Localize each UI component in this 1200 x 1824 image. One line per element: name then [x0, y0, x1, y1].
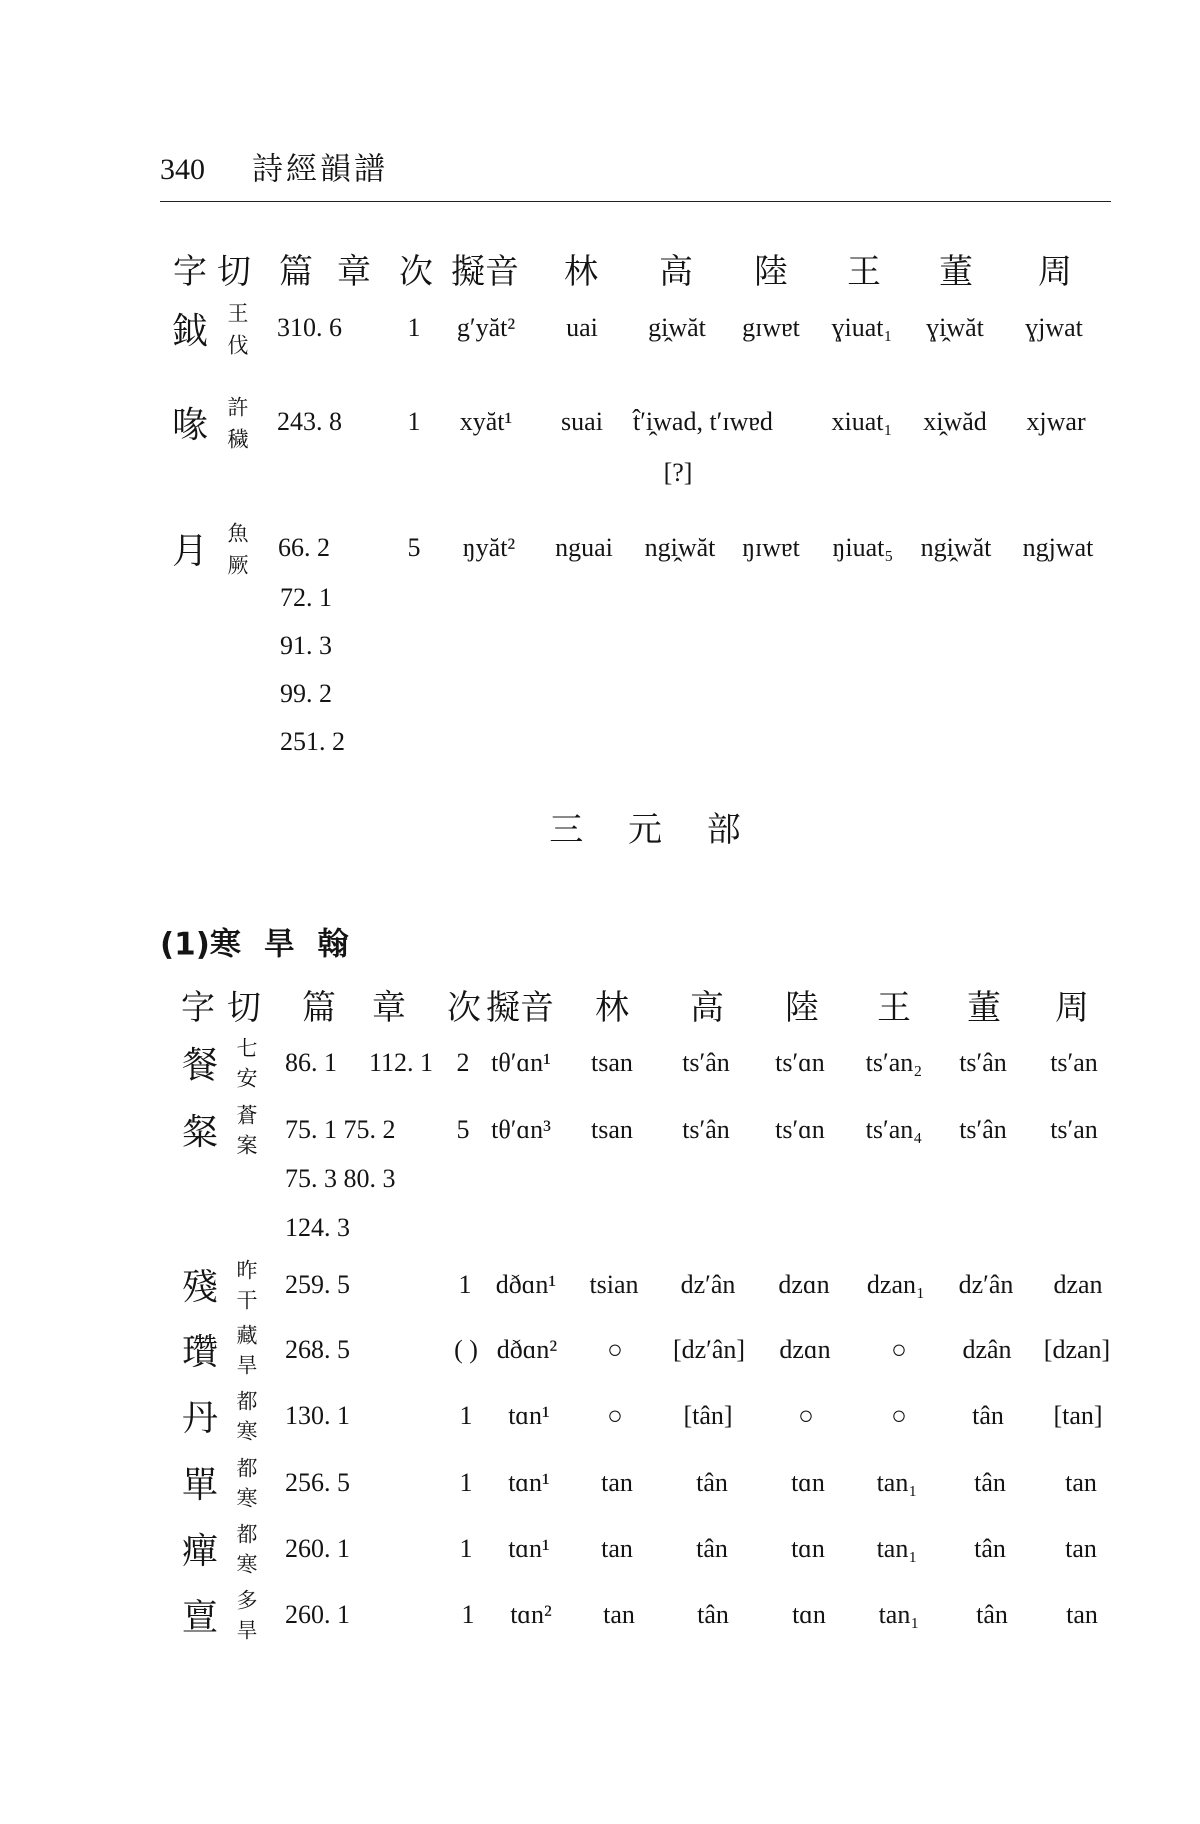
fanqie-lower: 安 — [236, 1066, 258, 1091]
subsection-title: (1)寒 旱 翰 — [160, 926, 349, 963]
fanqie-lower: 寒 — [236, 1486, 258, 1511]
reconstruction: dðɑn¹ — [495, 1270, 557, 1299]
column-header-pian: 篇 — [279, 252, 313, 292]
fanqie-upper: 許 — [227, 395, 249, 420]
entry-character: 殘 — [181, 1267, 219, 1308]
lu-reading: gɪwɐt — [742, 313, 800, 342]
rhyme-count: 1 — [458, 1270, 472, 1299]
column-header-dong: 董 — [939, 252, 973, 292]
column-header-zi: 字 — [173, 252, 207, 292]
zhou-reading: dzan — [1053, 1270, 1103, 1299]
fanqie-upper: 蒼 — [236, 1103, 258, 1128]
entry-character: 丹 — [181, 1398, 219, 1439]
entry-character: 亶 — [181, 1597, 219, 1638]
dong-reading: ts′ân — [959, 1115, 1007, 1144]
wang-reading: tan₁ — [876, 1468, 918, 1497]
reconstruction: tɑn¹ — [508, 1401, 550, 1430]
zhou-reading: ts′an — [1050, 1048, 1098, 1077]
gao-reading: ts′ân — [682, 1048, 730, 1077]
poem-reference: 75. 1 75. 2 — [285, 1115, 396, 1144]
dong-reading: tân — [972, 1401, 1004, 1430]
rhyme-count: ( ) — [454, 1335, 478, 1364]
gao-reading: ts′ân — [682, 1115, 730, 1144]
gao-lu-reading: t̂′i̭wad, t′ɪwɐd — [633, 407, 773, 436]
wang-reading: ○ — [891, 1401, 907, 1430]
rhyme-count: 1 — [407, 313, 421, 342]
dong-reading: xi̭wăd — [923, 407, 987, 436]
poem-reference: 310. 6 — [277, 313, 342, 342]
poem-reference: 259. 5 — [285, 1270, 350, 1299]
reconstruction: tɑn¹ — [508, 1468, 550, 1497]
rhyme-count: 5 — [407, 533, 421, 562]
column-header-lu: 陸 — [785, 988, 819, 1028]
zhou-reading: ngjwat — [1022, 533, 1094, 562]
column-header-gao: 高 — [659, 252, 693, 292]
gao-reading: tân — [697, 1600, 729, 1629]
dong-reading: ɣi̭wăt — [926, 313, 984, 342]
dong-reading: dz′ân — [958, 1270, 1014, 1299]
column-header-dong: 董 — [967, 988, 1001, 1028]
entry-character: 鉞 — [171, 311, 209, 352]
poem-reference: 99. 2 — [280, 679, 332, 708]
fanqie-lower: 旱 — [236, 1353, 258, 1378]
gao-reading: tân — [696, 1534, 728, 1563]
dong-reading: tân — [976, 1600, 1008, 1629]
entry-character: 喙 — [171, 405, 209, 446]
lin-reading: suai — [561, 407, 603, 436]
fanqie-upper: 七 — [236, 1036, 258, 1061]
fanqie-upper: 藏 — [236, 1323, 258, 1348]
lin-reading: ○ — [607, 1335, 623, 1364]
gao-reading: tân — [696, 1468, 728, 1497]
rhyme-count: 1 — [407, 407, 421, 436]
lin-reading: nguai — [555, 533, 613, 562]
gao-reading: dz′ân — [680, 1270, 736, 1299]
wang-reading: dzan₁ — [866, 1270, 926, 1299]
entry-character: 粲 — [181, 1112, 219, 1153]
column-header-zi: 字 — [181, 988, 215, 1028]
page-number: 340 — [160, 153, 205, 186]
rhyme-count: 1 — [459, 1534, 473, 1563]
lin-reading: tsian — [589, 1270, 639, 1299]
column-header-wang: 王 — [847, 252, 881, 292]
zhou-reading: ɣjwat — [1025, 313, 1083, 342]
lin-reading: ○ — [607, 1401, 623, 1430]
zhou-reading: tan — [1066, 1600, 1098, 1629]
rhyme-count: 1 — [459, 1401, 473, 1430]
zhou-reading: ts′an — [1050, 1115, 1098, 1144]
entry-character: 單 — [181, 1465, 219, 1506]
wang-reading: xiuat₁ — [831, 407, 893, 436]
gao-note: [?] — [663, 458, 693, 487]
poem-reference: 256. 5 — [285, 1468, 350, 1497]
wang-reading: ts′an₂ — [865, 1048, 923, 1077]
zhou-reading: xjwar — [1026, 407, 1086, 436]
zhou-reading: [dzan] — [1043, 1335, 1111, 1364]
lin-reading: tan — [603, 1600, 635, 1629]
fanqie-upper: 昨 — [236, 1258, 258, 1283]
reconstruction: tθ′ɑn³ — [491, 1115, 551, 1144]
entry-character: 癉 — [181, 1531, 219, 1572]
reconstruction: tɑn¹ — [508, 1534, 550, 1563]
column-header-qie: 切 — [227, 988, 261, 1028]
column-header-lu: 陸 — [754, 252, 788, 292]
gao-reading: [dz′ân] — [672, 1335, 746, 1364]
reconstruction: tθ′ɑn¹ — [491, 1048, 551, 1077]
entry-character: 月 — [171, 531, 209, 572]
column-header-lin: 林 — [564, 252, 598, 292]
gao-reading: ngi̭wăt — [644, 533, 716, 562]
zhou-reading: tan — [1065, 1468, 1097, 1497]
reconstruction: tɑn² — [510, 1600, 552, 1629]
lu-reading: dzɑn — [778, 1270, 830, 1299]
dong-reading: ts′ân — [959, 1048, 1007, 1077]
zhou-reading: tan — [1065, 1534, 1097, 1563]
poem-reference: 130. 1 — [285, 1401, 350, 1430]
lin-reading: tsan — [591, 1048, 633, 1077]
column-header-ci: 次 — [447, 988, 481, 1028]
column-header-wang: 王 — [877, 988, 911, 1028]
column-header-zhou: 周 — [1055, 988, 1089, 1028]
dong-reading: tân — [974, 1534, 1006, 1563]
column-header-ci: 次 — [399, 252, 433, 292]
entry-character: 餐 — [181, 1045, 219, 1086]
lu-reading: tɑn — [792, 1600, 826, 1629]
column-header-niyin: 擬音 — [486, 988, 554, 1028]
lin-reading: tan — [601, 1534, 633, 1563]
poem-reference: 91. 3 — [280, 631, 332, 660]
zhou-reading: [tan] — [1053, 1401, 1103, 1430]
fanqie-lower: 穢 — [227, 427, 249, 452]
fanqie-lower: 旱 — [236, 1618, 258, 1643]
fanqie-lower: 干 — [236, 1288, 258, 1313]
fanqie-upper: 魚 — [227, 521, 249, 546]
fanqie-upper: 都 — [236, 1522, 258, 1547]
dong-reading: ngi̭wăt — [920, 533, 992, 562]
lu-reading: tɑn — [791, 1534, 825, 1563]
fanqie-lower: 寒 — [236, 1552, 258, 1577]
column-header-qie: 切 — [217, 252, 251, 292]
fanqie-upper: 王 — [227, 301, 249, 326]
column-header-pian: 篇 — [302, 988, 336, 1028]
column-header-gao: 高 — [690, 988, 724, 1028]
section-title: 三 元 部 — [549, 810, 741, 850]
lu-reading: ŋɪwɐt — [742, 533, 800, 562]
poem-reference: 66. 2 — [278, 533, 330, 562]
wang-reading: tan₁ — [876, 1534, 918, 1563]
reconstruction: ŋyăt² — [462, 533, 516, 562]
gao-reading: gi̭wăt — [648, 313, 706, 342]
lu-reading: dzɑn — [779, 1335, 831, 1364]
poem-reference: 260. 1 — [285, 1534, 350, 1563]
rhyme-count: 1 — [461, 1600, 475, 1629]
running-title: 詩經韻譜 — [252, 151, 388, 188]
rhyme-count: 5 — [456, 1115, 470, 1144]
lu-reading: tɑn — [791, 1468, 825, 1497]
entry-character: 瓚 — [181, 1332, 219, 1373]
poem-reference: 86. 1 — [285, 1048, 337, 1077]
rhyme-count: 2 — [456, 1048, 470, 1077]
dong-reading: dzân — [962, 1335, 1012, 1364]
reconstruction: dðɑn² — [496, 1335, 558, 1364]
lu-reading: ts′ɑn — [775, 1048, 825, 1077]
column-header-zhang: 章 — [372, 988, 406, 1028]
fanqie-upper: 都 — [236, 1389, 258, 1414]
lin-reading: tsan — [591, 1115, 633, 1144]
wang-reading: ○ — [891, 1335, 907, 1364]
fanqie-lower: 案 — [236, 1133, 258, 1158]
rhyme-count: 1 — [459, 1468, 473, 1497]
poem-reference: 243. 8 — [277, 407, 342, 436]
poem-reference: 251. 2 — [280, 727, 345, 756]
column-header-lin: 林 — [595, 988, 629, 1028]
fanqie-lower: 厥 — [227, 553, 249, 578]
poem-reference: 260. 1 — [285, 1600, 350, 1629]
poem-reference: 72. 1 — [280, 583, 332, 612]
poem-reference: 75. 3 80. 3 — [285, 1164, 396, 1193]
column-header-zhang: 章 — [337, 252, 371, 292]
reconstruction: xyăt¹ — [459, 407, 513, 436]
poem-reference: 112. 1 — [369, 1048, 434, 1077]
wang-reading: ɣiuat₁ — [831, 313, 893, 342]
gao-reading: [tân] — [683, 1401, 733, 1430]
column-header-niyin: 擬音 — [451, 252, 519, 292]
poem-reference: 268. 5 — [285, 1335, 350, 1364]
lu-reading: ○ — [798, 1401, 814, 1430]
poem-reference: 124. 3 — [285, 1213, 350, 1242]
wang-reading: tan₁ — [878, 1600, 920, 1629]
fanqie-upper: 都 — [236, 1456, 258, 1481]
header-rule — [160, 201, 1111, 202]
lu-reading: ts′ɑn — [775, 1115, 825, 1144]
dong-reading: tân — [974, 1468, 1006, 1497]
column-header-zhou: 周 — [1038, 252, 1072, 292]
wang-reading: ŋiuat₅ — [832, 533, 894, 562]
lin-reading: uai — [566, 313, 598, 342]
wang-reading: ts′an₄ — [865, 1115, 923, 1144]
fanqie-lower: 寒 — [236, 1419, 258, 1444]
lin-reading: tan — [601, 1468, 633, 1497]
reconstruction: g′yăt² — [456, 313, 516, 342]
fanqie-upper: 多 — [236, 1588, 258, 1613]
fanqie-lower: 伐 — [227, 333, 249, 358]
